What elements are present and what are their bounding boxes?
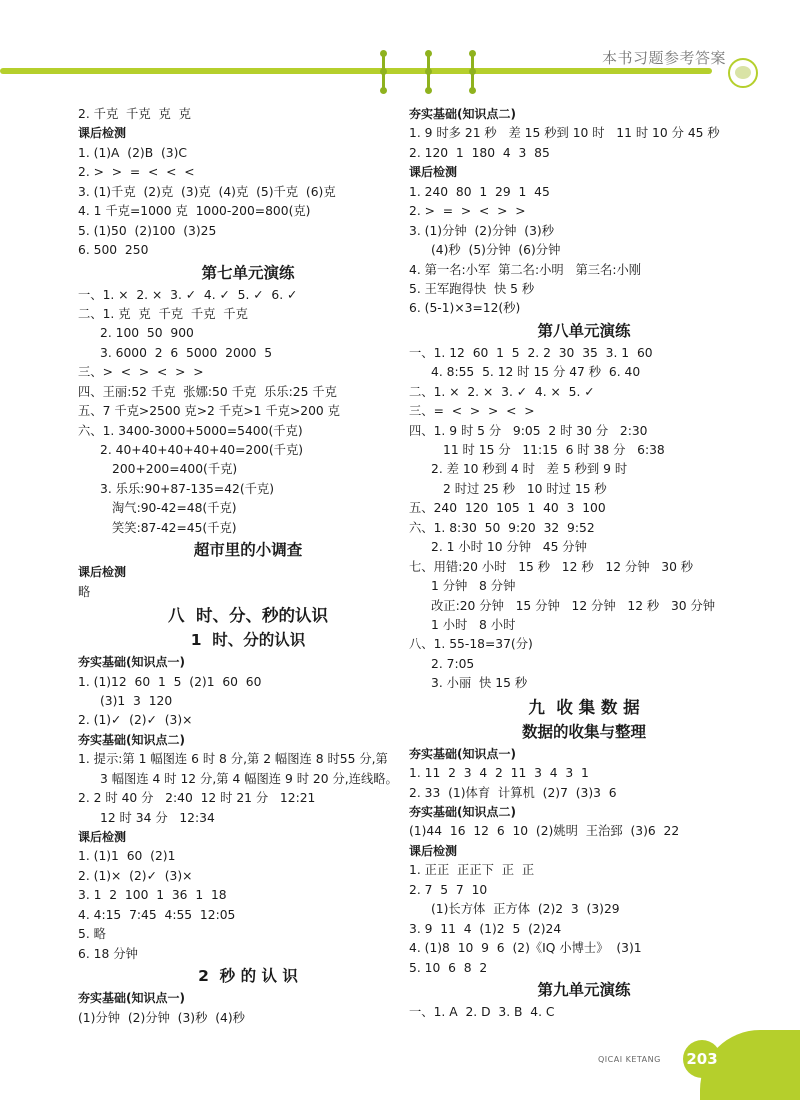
section-heading: 1 时、分的认识 xyxy=(190,631,306,650)
section-heading: 八 时、分、秒的认识 xyxy=(168,606,328,626)
answer-line: 淘气:90-42=48(千克) xyxy=(112,501,237,516)
answer-line: 四、王丽:52 千克 张娜:50 千克 乐乐:25 千克 xyxy=(78,384,337,399)
answer-line: (1)分钟 (2)分钟 (3)秒 (4)秒 xyxy=(78,1010,245,1025)
answer-line: 1. 提示:第 1 幅图连 6 时 8 分,第 2 幅图连 8 时55 分,第 xyxy=(78,752,388,767)
answer-line: 5. 10 6 8 2 xyxy=(409,960,488,975)
answer-line: 6. 500 250 xyxy=(78,243,149,258)
answer-line: 五、240 120 105 1 40 3 100 xyxy=(409,501,606,516)
answer-line: 3. (1)千克 (2)克 (3)克 (4)克 (5)千克 (6)克 xyxy=(78,184,336,199)
answer-line: 5. (1)50 (2)100 (3)25 xyxy=(78,223,217,238)
answer-line: 六、1. 8:30 50 9:20 32 9:52 xyxy=(409,520,595,535)
answer-line: 笑笑:87-42=45(千克) xyxy=(112,520,237,535)
answer-line: 一、1. 12 60 1 5 2. 2 30 35 3. 1 60 xyxy=(409,345,653,360)
subsection-label: 课后检测 xyxy=(78,830,127,844)
answer-line: 2. 120 1 180 4 3 85 xyxy=(409,145,550,160)
answer-line: 3. 1 2 100 1 36 1 18 xyxy=(78,888,227,903)
answer-line: 3 幅图连 4 时 12 分,第 4 幅图连 9 时 20 分,连线略。 xyxy=(100,771,398,786)
answer-line: 4. 8:55 5. 12 时 15 分 47 秒 6. 40 xyxy=(431,365,641,380)
section-heading: 九 收 集 数 据 xyxy=(528,697,640,717)
section-heading: 第八单元演练 xyxy=(537,321,631,340)
answer-line: 1. 11 2 3 4 2 11 3 4 3 1 xyxy=(409,766,589,781)
answer-line: (1)长方体 正方体 (2)2 3 (3)29 xyxy=(431,902,620,917)
answer-line: 四、1. 9 时 5 分 9:05 2 时 30 分 2:30 xyxy=(409,423,648,438)
answer-line: 4. (1)8 10 9 6 (2)《IQ 小博士》 (3)1 xyxy=(409,941,642,956)
subsection-label: 夯实基础(知识点二) xyxy=(409,805,516,819)
answer-line: 1. (1)A (2)B (3)C xyxy=(78,145,187,160)
answer-line: 2. 7 5 7 10 xyxy=(409,882,488,897)
right-column xyxy=(409,105,759,1022)
answer-line: 2. 40+40+40+40+40=200(千克) xyxy=(100,443,304,457)
answer-line: 2. 100 50 900 xyxy=(100,326,194,341)
answer-line: 4. 第一名:小军 第二名:小明 第三名:小刚 xyxy=(409,262,642,277)
answer-line: 一、1. A 2. D 3. B 4. C xyxy=(409,1004,555,1019)
answer-line: 1. 正正 正正下 正 正 xyxy=(409,863,535,878)
binder-ring-icon xyxy=(380,50,386,94)
binder-ring-icon xyxy=(469,50,475,94)
answer-line: 5. 王军跑得快 快 5 秒 xyxy=(409,281,535,296)
answer-line: 2. 千克 千克 克 克 xyxy=(78,107,191,121)
binder-ring-icon xyxy=(425,50,431,94)
subsection-label: 课后检测 xyxy=(409,843,458,858)
answer-line: 2. (1)✓ (2)✓ (3)× xyxy=(78,713,193,728)
subsection-label: 课后检测 xyxy=(78,126,127,141)
section-heading: 2 秒 的 认 识 xyxy=(198,967,298,986)
header-bar xyxy=(0,68,712,74)
subsection-label: 夯实基础(知识点一) xyxy=(78,655,185,670)
answer-line: 4. 1 千克=1000 克 1000-200=800(克) xyxy=(78,204,311,219)
answer-line: 3. 9 11 4 (1)2 5 (2)24 xyxy=(409,921,562,936)
subsection-label: 夯实基础(知识点二) xyxy=(78,732,185,747)
answer-line: 1 小时 8 小时 xyxy=(431,617,516,632)
answer-line: 1. (1)12 60 1 5 (2)1 60 60 xyxy=(78,674,262,689)
left-column xyxy=(78,105,418,1028)
section-heading: 第七单元演练 xyxy=(201,263,295,282)
page-header-title: 本书习题参考答案 xyxy=(602,49,727,67)
answer-line: 12 时 34 分 12:34 xyxy=(100,810,215,825)
subsection-label: 夯实基础(知识点一) xyxy=(78,991,185,1006)
answer-line: 八、1. 55-18=37(分) xyxy=(409,637,533,652)
subsection-label: 夯实基础(知识点二) xyxy=(409,107,516,121)
section-heading: 数据的收集与整理 xyxy=(521,722,646,741)
answer-line: 六、1. 3400-3000+5000=5400(千克) xyxy=(78,423,303,438)
answer-line: 改正:20 分钟 15 分钟 12 分钟 12 秒 30 分钟 xyxy=(431,598,716,613)
answer-line: 6. (5-1)×3=12(秒) xyxy=(409,301,521,316)
answer-line: 三、= < > > < > xyxy=(409,404,535,419)
answer-line: 2 时过 25 秒 10 时过 15 秒 xyxy=(443,481,607,496)
answer-line: 3. 乐乐:90+87-135=42(千克) xyxy=(100,481,275,496)
answer-line: 2. > = > < > > xyxy=(409,204,526,219)
answer-line: 11 时 15 分 11:15 6 时 38 分 6:38 xyxy=(443,443,665,457)
answer-line: 1. 240 80 1 29 1 45 xyxy=(409,184,550,199)
mascot-icon xyxy=(728,58,758,88)
subsection-label: 课后检测 xyxy=(409,165,458,180)
answer-line: 2. 差 10 秒到 4 时 差 5 秒到 9 时 xyxy=(431,462,628,477)
answer-line: 三、> < > < > > xyxy=(78,365,204,380)
section-heading: 超市里的小调查 xyxy=(193,541,303,560)
answer-line: (3)1 3 120 xyxy=(100,693,173,708)
answer-line: 6. 18 分钟 xyxy=(78,946,138,961)
answer-line: 1 分钟 8 分钟 xyxy=(431,579,516,594)
subsection-label: 课后检测 xyxy=(78,565,127,580)
answer-line: 1. (1)1 60 (2)1 xyxy=(78,849,176,864)
answer-line: 4. 4:15 7:45 4:55 12:05 xyxy=(78,907,236,922)
answer-line: (4)秒 (5)分钟 (6)分钟 xyxy=(431,243,561,258)
answer-line: 2. 7:05 xyxy=(431,656,475,671)
answer-line: 3. (1)分钟 (2)分钟 (3)秒 xyxy=(409,223,555,238)
answer-line: 3. 小丽 快 15 秒 xyxy=(431,676,528,691)
answer-line: 七、用错:20 小时 15 秒 12 秒 12 分钟 30 秒 xyxy=(409,559,694,574)
answer-line: 五、7 千克>2500 克>2 千克>1 千克>200 克 xyxy=(78,404,340,419)
answer-line: 二、1. 克 克 千克 千克 千克 xyxy=(78,306,248,321)
answer-line: 2. (1)× (2)✓ (3)× xyxy=(78,868,193,883)
answer-line: 一、1. × 2. × 3. ✓ 4. ✓ 5. ✓ 6. ✓ xyxy=(78,287,298,302)
answer-line: 5. 略 xyxy=(78,927,106,942)
footer-brand: QICAI KETANG xyxy=(598,1055,661,1064)
answer-line: 二、1. × 2. × 3. ✓ 4. × 5. ✓ xyxy=(409,384,595,399)
subsection-label: 夯实基础(知识点一) xyxy=(409,746,516,761)
answer-line: 略 xyxy=(78,584,91,599)
answer-line: 1. 9 时多 21 秒 差 15 秒到 10 时 11 时 10 分 45 秒 xyxy=(409,126,720,141)
section-heading: 第九单元演练 xyxy=(537,980,631,999)
answer-line: 2. 33 (1)体育 计算机 (2)7 (3)3 6 xyxy=(409,785,617,800)
page-number: 203 xyxy=(683,1040,721,1078)
answer-line: 2. 1 小时 10 分钟 45 分钟 xyxy=(431,540,587,555)
answer-line: (1)44 16 12 6 10 (2)姚明 王治郅 (3)6 22 xyxy=(409,824,680,839)
answer-line: 3. 6000 2 6 5000 2000 5 xyxy=(100,345,273,360)
answer-line: 2. 2 时 40 分 2:40 12 时 21 分 12:21 xyxy=(78,791,316,806)
answer-line: 200+200=400(千克) xyxy=(112,462,238,477)
answer-line: 2. > > = < < < xyxy=(78,165,195,180)
